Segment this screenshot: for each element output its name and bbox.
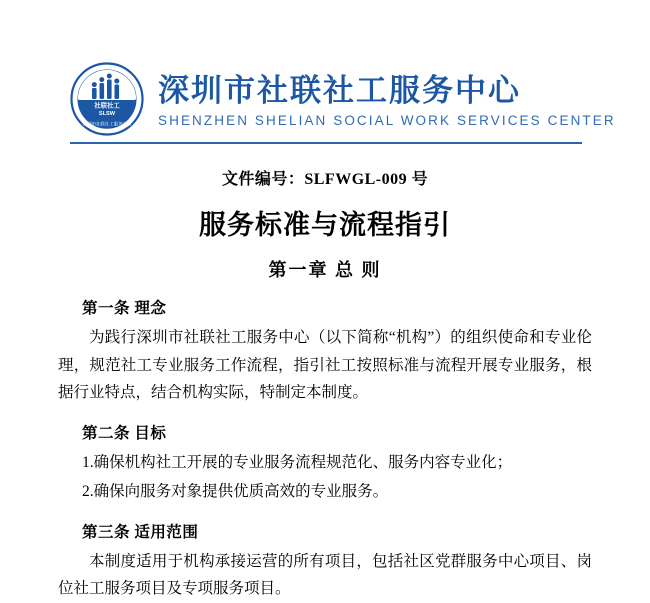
org-name-cn: 深圳市社联社工服务中心 bbox=[158, 73, 521, 109]
section-heading: 第一条 理念 bbox=[82, 300, 167, 317]
paragraph: 本制度适用于机构承接运营的所有项目，包括社区党群服务中心项目、岗位社工服务项目及专项服务项目。 bbox=[58, 552, 592, 598]
section-heading: 第三条 适用范围 bbox=[82, 523, 199, 541]
list-item: 1.确保机构社工开展的专业服务流程规范化、服务内容专业化； bbox=[82, 453, 513, 471]
paragraph: 为践行深圳市社联社工服务中心（以下简称“机构”）的组织使命和专业伦理，规范社工专业服务工作流程，指引社工按照标准与流程开展专业服务，根据行业特点，结合机构实际，特制定本制度。 bbox=[58, 329, 592, 402]
letterhead bbox=[58, 0, 616, 136]
svg-text:SLSW: SLSW bbox=[98, 111, 116, 117]
org-name-en: SHENZHEN SHELIAN SOCIAL WORK SERVICES CENTER bbox=[158, 112, 616, 128]
list-item: 2.确保向服务对象提供优质高效的专业服务。 bbox=[82, 483, 389, 501]
svg-text:深圳市社联社工服务中心: 深圳市社联社工服务中心 bbox=[82, 121, 132, 127]
svg-text:社联社工: 社联社工 bbox=[94, 102, 120, 110]
slsw-circular-logo-icon bbox=[70, 62, 144, 136]
document-number: 文件编号：SLFWGL-009 号 bbox=[221, 171, 429, 188]
section-heading: 第二条 目标 bbox=[82, 424, 167, 442]
page-title: 服务标准与流程指引 bbox=[199, 210, 451, 240]
wordmark bbox=[158, 69, 616, 129]
letterhead-divider bbox=[70, 142, 582, 144]
chapter-heading: 第一章 总 则 bbox=[268, 260, 382, 280]
